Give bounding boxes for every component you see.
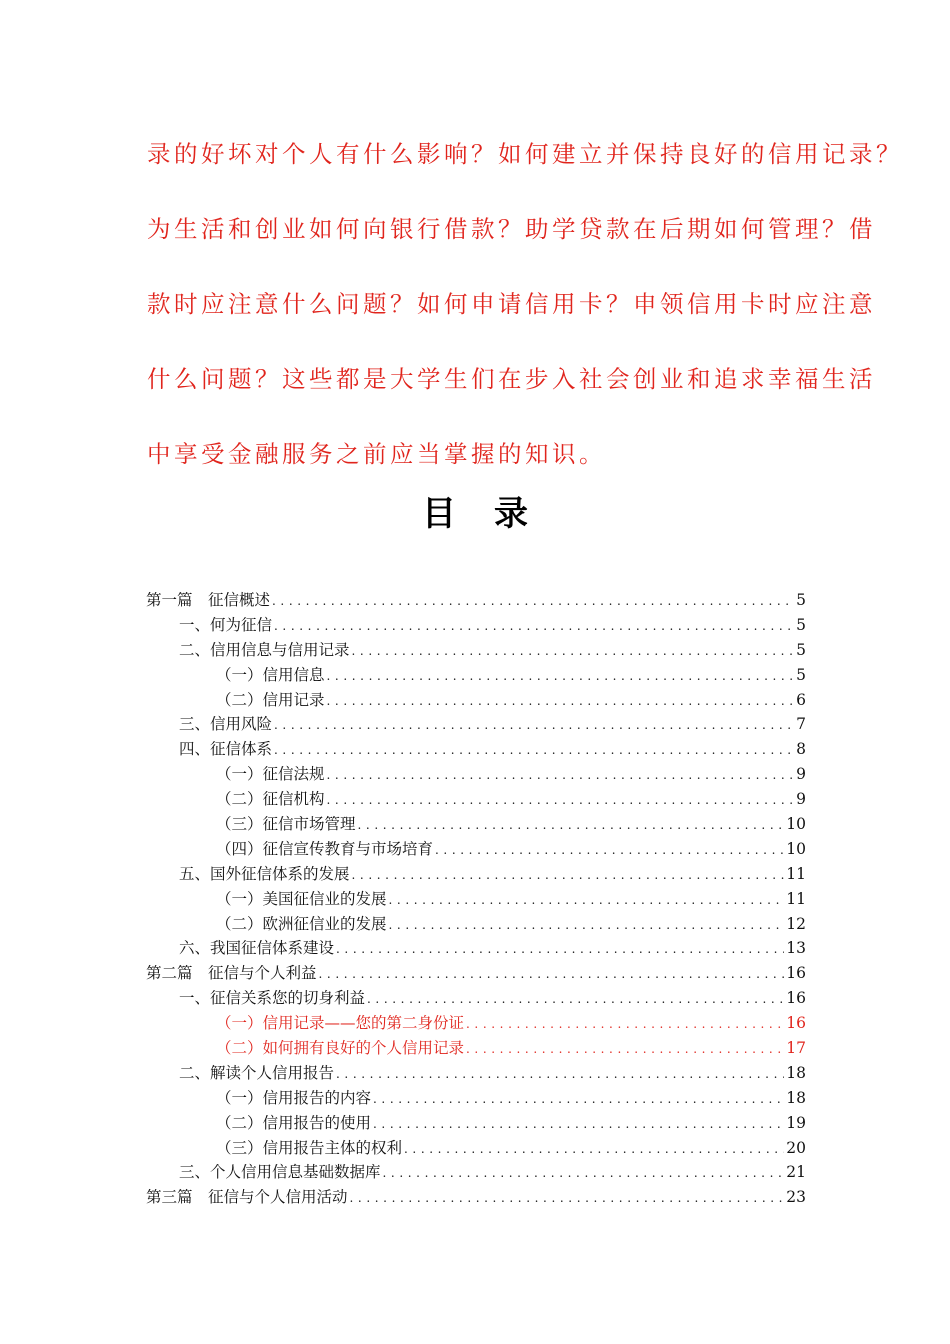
- toc-entry-label: （一）美国征信业的发展: [216, 889, 387, 908]
- toc-entry-label: 三、信用风险: [179, 715, 273, 734]
- toc-entry-page-number: 20: [786, 1138, 806, 1157]
- toc-entry[interactable]: [146, 837, 806, 862]
- toc-entry[interactable]: [146, 1086, 806, 1111]
- toc-entry-page-number: 21: [786, 1163, 806, 1182]
- toc-entry-label: 第一篇 征信概述: [146, 591, 271, 609]
- toc-entry-page-number: 10: [786, 839, 806, 858]
- toc-entry[interactable]: [146, 737, 806, 762]
- toc-dot-leader: [327, 768, 794, 782]
- toc-dot-leader: [274, 619, 794, 633]
- toc-entry-label: （二）信用报告的使用: [216, 1113, 372, 1132]
- toc-dot-leader: [373, 1092, 784, 1106]
- toc-entry[interactable]: [146, 588, 806, 613]
- toc-dot-leader: [274, 743, 794, 757]
- toc-entry-label: （一）信用报告的内容: [216, 1088, 372, 1107]
- intro-line: 中享受金融服务之前应当掌握的知识。: [147, 440, 606, 468]
- toc-entry[interactable]: [146, 1185, 806, 1210]
- toc-entry-label: 二、信用信息与信用记录: [179, 640, 350, 659]
- toc-entry-label: （一）信用记录——您的第二身份证: [216, 1014, 465, 1033]
- toc-dot-leader: [274, 718, 794, 732]
- toc-entry-page-number: 16: [786, 1014, 806, 1033]
- toc-entry-page-number: 11: [786, 889, 806, 908]
- toc-entry-page-number: 23: [786, 1188, 806, 1207]
- toc-entry[interactable]: [146, 1061, 806, 1086]
- toc-entry-page-number: 16: [786, 964, 806, 983]
- toc-entry-label: 第三篇 征信与个人信用活动: [146, 1188, 348, 1207]
- toc-dot-leader: [389, 893, 785, 907]
- toc-dot-leader: [327, 669, 794, 683]
- toc-dot-leader: [350, 1191, 785, 1205]
- toc-entry-page-number: 6: [796, 690, 806, 709]
- toc-dot-leader: [466, 1017, 784, 1031]
- toc-entry[interactable]: [146, 936, 806, 961]
- toc-dot-leader: [367, 992, 784, 1006]
- toc-entry-label: 四、征信体系: [179, 740, 273, 759]
- toc-entry-page-number: 17: [786, 1039, 806, 1058]
- toc-heading-char-1: 目: [422, 494, 456, 534]
- toc-entry-page-number: 9: [796, 790, 806, 809]
- toc-entry[interactable]: [146, 638, 806, 663]
- toc-entry-label: （二）欧洲征信业的发展: [216, 914, 387, 933]
- intro-line: 录的好坏对个人有什么影响？如何建立并保持良好的信用记录？: [147, 140, 903, 168]
- toc-entry[interactable]: [146, 986, 806, 1011]
- toc-entry[interactable]: [146, 1011, 806, 1036]
- toc-entry-page-number: 19: [786, 1113, 806, 1132]
- toc-entry-label: 一、何为征信: [179, 615, 273, 634]
- toc-entry-page-number: 12: [786, 914, 806, 933]
- toc-entry-label: （一）信用信息: [216, 665, 325, 684]
- toc-entry[interactable]: [146, 912, 806, 937]
- toc-entry-page-number: 5: [796, 640, 806, 659]
- toc-heading-char-2: 录: [494, 494, 528, 534]
- toc-entry-label: 五、国外征信体系的发展: [179, 864, 350, 883]
- toc-entry-page-number: 7: [796, 715, 806, 734]
- toc-entry-label: （三）征信市场管理: [216, 815, 356, 834]
- toc-dot-leader: [389, 918, 785, 932]
- toc-dot-leader: [358, 818, 785, 832]
- toc-entry-label: （三）信用报告主体的权利: [216, 1138, 403, 1157]
- toc-entry[interactable]: [146, 887, 806, 912]
- toc-entry[interactable]: [146, 862, 806, 887]
- toc-entry[interactable]: [146, 1036, 806, 1061]
- toc-entry-label: 二、解读个人信用报告: [179, 1063, 335, 1082]
- intro-line: 款时应注意什么问题？如何申请信用卡？申领信用卡时应注意: [147, 290, 876, 318]
- toc-entry-page-number: 5: [796, 665, 806, 684]
- toc-entry-label: （二）如何拥有良好的个人信用记录: [216, 1039, 465, 1058]
- toc-entry-label: （二）征信机构: [216, 790, 325, 809]
- toc-entry-page-number: 11: [786, 864, 806, 883]
- toc-dot-leader: [327, 793, 794, 807]
- toc-entry-label: （四）征信宣传教育与市场培育: [216, 839, 434, 858]
- toc-heading: [0, 488, 950, 540]
- toc-dot-leader: [435, 843, 784, 857]
- toc-entry-page-number: 13: [786, 939, 806, 958]
- toc-dot-leader: [373, 1117, 784, 1131]
- toc-entry[interactable]: [146, 787, 806, 812]
- toc-dot-leader: [272, 594, 794, 608]
- toc-entry-page-number: 18: [786, 1063, 806, 1082]
- toc-entry-page-number: 5: [796, 615, 806, 634]
- toc-entry-page-number: 16: [786, 989, 806, 1008]
- intro-line: 为生活和创业如何向银行借款？助学贷款在后期如何管理？借: [147, 215, 876, 243]
- toc-entry-page-number: 5: [796, 591, 806, 609]
- toc-entry[interactable]: [146, 1111, 806, 1136]
- toc-entry-label: （一）征信法规: [216, 765, 325, 784]
- intro-line: 什么问题？这些都是大学生们在步入社会创业和追求幸福生活: [147, 365, 876, 393]
- toc-dot-leader: [336, 942, 784, 956]
- toc-entry-page-number: 8: [796, 740, 806, 759]
- toc-dot-leader: [383, 1166, 785, 1180]
- toc-entry[interactable]: [146, 613, 806, 638]
- toc-dot-leader: [327, 694, 794, 708]
- toc-entry[interactable]: [146, 712, 806, 737]
- toc-entry[interactable]: [146, 812, 806, 837]
- toc-entry[interactable]: [146, 663, 806, 688]
- intro-paragraph: [147, 133, 903, 508]
- toc-entry-page-number: 18: [786, 1088, 806, 1107]
- toc-entry[interactable]: [146, 1160, 806, 1185]
- toc-entry-label: （二）信用记录: [216, 690, 325, 709]
- toc-entry[interactable]: [146, 688, 806, 713]
- toc-dot-leader: [466, 1042, 784, 1056]
- toc-dot-leader: [352, 644, 794, 658]
- toc-dot-leader: [404, 1142, 784, 1156]
- toc-dot-leader: [352, 868, 785, 882]
- toc-entry-page-number: 10: [786, 815, 806, 834]
- toc-entry-label: 六、我国征信体系建设: [179, 939, 335, 958]
- toc-entry-label: 一、征信关系您的切身利益: [179, 989, 366, 1008]
- toc-dot-leader: [319, 967, 785, 981]
- toc-entry[interactable]: [146, 961, 806, 986]
- toc-entry-page-number: 9: [796, 765, 806, 784]
- toc-entry-label: 第二篇 征信与个人利益: [146, 964, 317, 983]
- table-of-contents: [146, 588, 806, 1210]
- toc-entry[interactable]: [146, 762, 806, 787]
- toc-entry-label: 三、个人信用信息基础数据库: [179, 1163, 381, 1182]
- toc-entry[interactable]: [146, 1136, 806, 1161]
- toc-dot-leader: [336, 1067, 784, 1081]
